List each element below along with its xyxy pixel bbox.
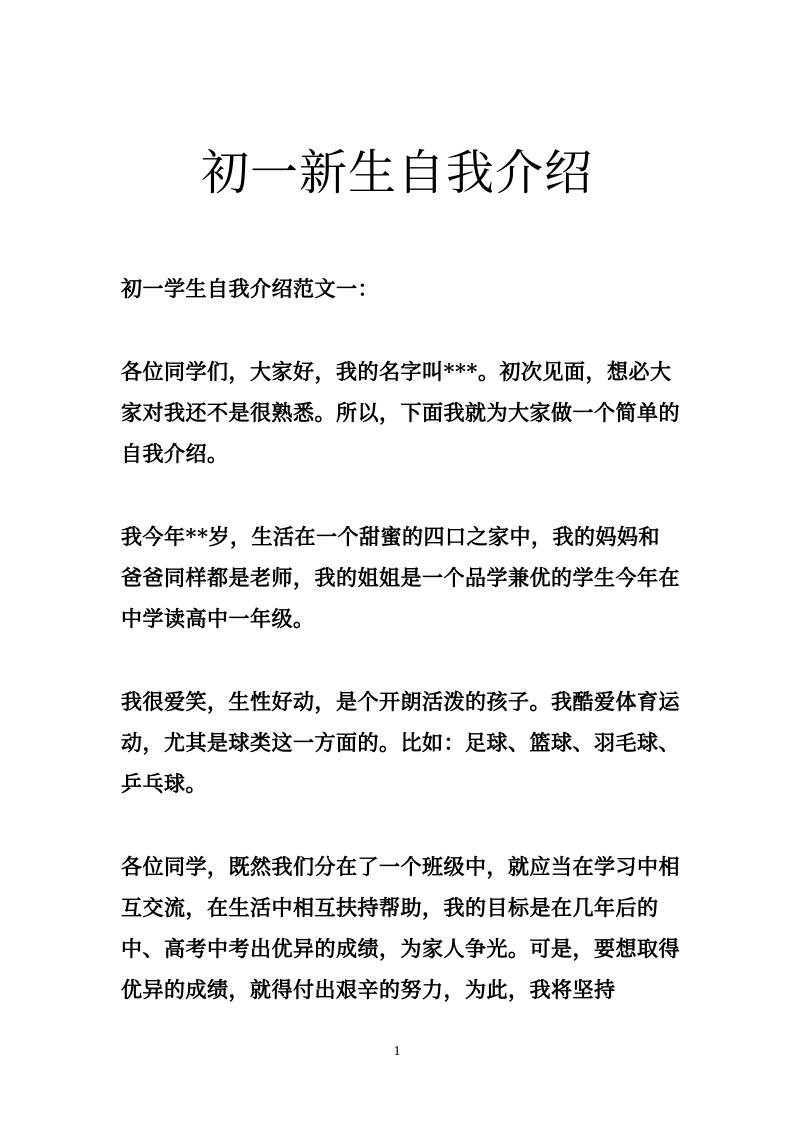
paragraph-4: 各位同学，既然我们分在了一个班级中，就应当在学习中相互交流，在生活中相互扶持帮助，我的目标是在几年后的中、高考中考出优异的成绩，为家人争光。可是，要想取得优异的成绩，就得付出艰辛的努力，为此，我将坚持 (121, 854, 680, 1002)
paragraph-2: 我今年**岁，生活在一个甜蜜的四口之家中，我的妈妈和爸爸同样都是老师，我的姐姐是一个品学兼优的学生今年在中学读高中一年级。 (121, 524, 680, 631)
section-heading: 初一学生自我介绍范文一： (121, 276, 379, 301)
paragraph-1: 各位同学们，大家好，我的名字叫***。初次见面，想必大家对我还不是很熟悉。所以，下面我就为大家做一个简单的自我介绍。 (121, 359, 680, 466)
paragraph-3: 我很爱笑，生性好动，是个开朗活泼的孩子。我酷爱体育运动，尤其是球类这一方面的。比如：足球、篮球、羽毛球、乒乓球。 (121, 689, 680, 796)
page-number: 1 (393, 1044, 401, 1059)
document-title: 初一新生自我介绍 (200, 145, 593, 201)
document-body (121, 268, 681, 1010)
